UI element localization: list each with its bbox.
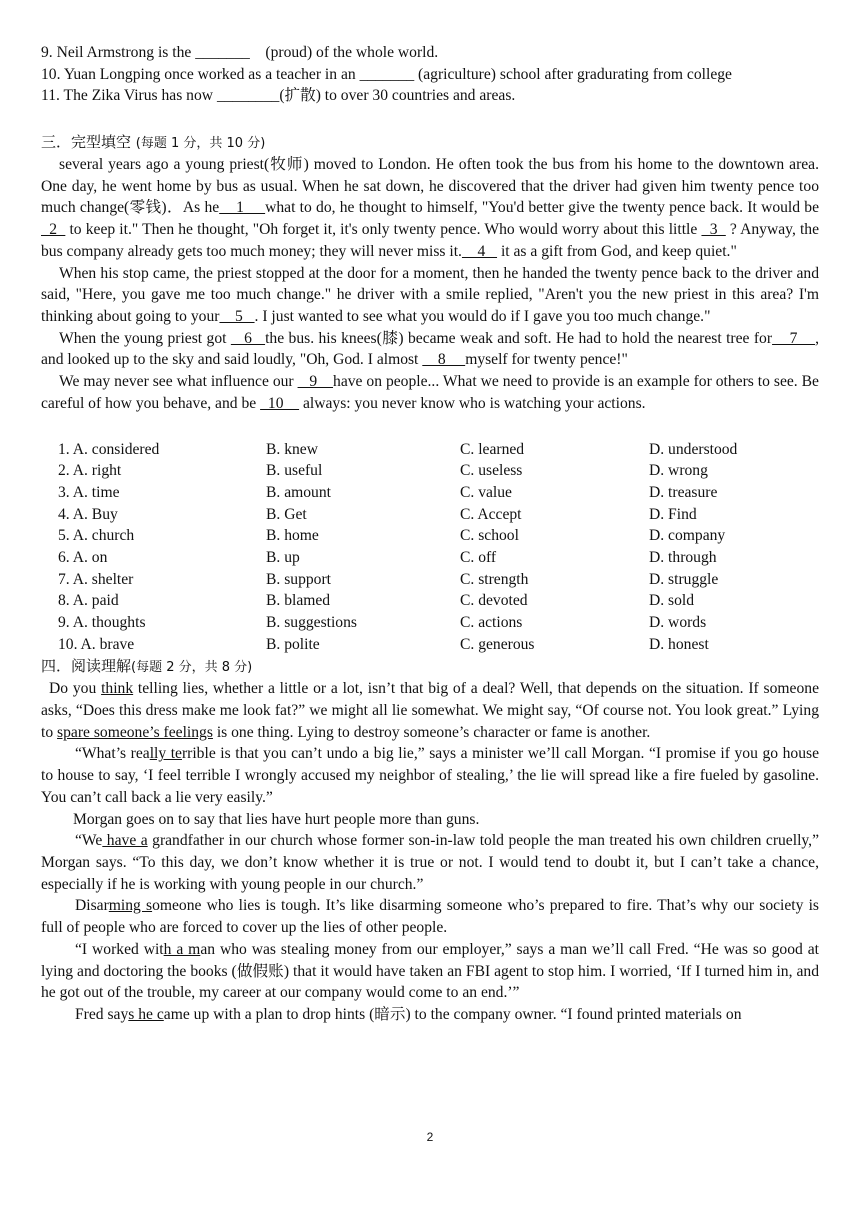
option-row (58, 569, 819, 591)
option-row (58, 525, 819, 547)
option[interactable]: 10. A. brave (58, 635, 135, 653)
option-row (58, 482, 819, 504)
underlined-blank[interactable]: 10 (260, 394, 300, 412)
option[interactable]: D. understood (649, 440, 738, 458)
cloze-score-note: (每题 1 分，共 10 分) (135, 136, 266, 152)
cloze-heading: 三．完型填空 (每题 1 分，共 10 分) (41, 133, 266, 152)
option[interactable]: D. honest (649, 635, 709, 653)
text-run: the bus. his knees(膝) became weak and soft. He had to hold the nearest tree for (265, 329, 773, 347)
option-row (58, 634, 819, 656)
underlined-blank[interactable]: 8 (422, 351, 466, 369)
option[interactable]: 8. A. paid (58, 592, 119, 610)
option[interactable]: 2. A. right (58, 462, 122, 480)
option[interactable]: C. off (460, 548, 497, 566)
text-run: an who was stealing money from our employer,” says a man we’ll call Fred. “He was so good at lying and doctoring the books (做假账) that it would have taken an FBI agent to stop him. I worried, ‘If I turned him in, and he got out of the trouble, my career at our company would come to an end.’” (41, 940, 819, 1002)
paragraph (41, 830, 819, 895)
underlined-blank[interactable]: ming s (108, 897, 153, 915)
fill-in-item: 9. Neil Armstrong is the _______ (proud) of the whole world. (41, 44, 439, 61)
option[interactable]: B. polite (266, 635, 320, 653)
underlined-blank[interactable]: 1 (219, 199, 266, 217)
text-run: have on people... What we need to provide is an example for others to see. Be careful of how you behave, and be (41, 373, 819, 412)
text-run: When the young priest got (59, 329, 231, 347)
option[interactable]: D. sold (649, 592, 695, 610)
paragraph (41, 895, 819, 938)
option-row (58, 612, 819, 634)
option[interactable]: D. through (649, 548, 717, 566)
text-run: myself for twenty pence!" (465, 351, 628, 369)
text-run: “What’s rea (75, 745, 150, 763)
fill-in-item: 11. The Zika Virus has now ________(扩散) to over 30 countries and areas. (41, 87, 516, 105)
underlined-blank[interactable]: s he c (128, 1005, 164, 1023)
option[interactable]: B. blamed (266, 592, 331, 610)
option[interactable]: B. support (266, 570, 331, 588)
option-row (58, 439, 819, 461)
underlined-blank[interactable]: 4 (461, 242, 498, 260)
underlined-blank[interactable]: 5 (219, 307, 255, 325)
option[interactable]: 3. A. time (58, 483, 120, 501)
option[interactable]: C. useless (460, 462, 523, 480)
option[interactable]: 6. A. on (58, 548, 108, 566)
option[interactable]: D. treasure (649, 483, 718, 501)
text-run: Do you (49, 680, 102, 698)
text-run: is one thing. Lying to destroy someone’s character or fame is another. (212, 723, 651, 741)
paragraph (41, 263, 819, 328)
option[interactable]: B. home (266, 527, 319, 545)
cloze-options (58, 439, 819, 656)
option[interactable]: 7. A. shelter (58, 570, 134, 588)
reading-passage (41, 678, 819, 1025)
underlined-blank[interactable]: have a (102, 832, 148, 850)
option-row (58, 547, 819, 569)
underlined-blank[interactable]: 2 (41, 221, 66, 239)
text-run: “We (75, 832, 103, 850)
underlined-blank[interactable]: 9 (297, 373, 334, 391)
underlined-blank[interactable]: think (101, 680, 134, 698)
text-run: . I just wanted to see what you would do if I gave you too much change." (254, 307, 711, 325)
paragraph (41, 809, 819, 831)
paragraph (41, 939, 819, 1004)
option[interactable]: C. Accept (460, 505, 522, 523)
option[interactable]: D. company (649, 527, 726, 545)
option[interactable]: B. suggestions (266, 614, 357, 631)
answer-blank[interactable]: _______ (359, 65, 415, 83)
underlined-blank[interactable]: 3 (701, 221, 726, 239)
text-run: Fred say (75, 1005, 129, 1023)
text-run: what to do, he thought to himself, "You'd better give the twenty pence back. It would be (265, 199, 820, 217)
option[interactable]: D. struggle (649, 570, 719, 588)
option[interactable]: C. actions (460, 614, 523, 631)
paragraph (41, 328, 819, 371)
cloze-passage (41, 154, 819, 414)
option[interactable]: C. generous (460, 635, 535, 653)
paragraph (41, 1004, 819, 1026)
option[interactable]: C. learned (460, 440, 525, 458)
text-run: Disar (75, 897, 109, 915)
underlined-blank[interactable]: 6 (230, 329, 266, 347)
answer-blank[interactable]: ________ (216, 87, 280, 105)
text-run: grandfather in our church whose former son-in-law told people the man treated his own children cruelly,” Morgan says. “To this day, we don’t know whether it is true or not. I would tend to doubt it, but I can’t take a chance, especially if he is working with young people in our church.” (41, 832, 819, 893)
text-run: We may never see what influence our (59, 373, 298, 391)
text-run: always: you never know who is watching your actions. (299, 394, 646, 412)
option[interactable]: B. Get (266, 505, 307, 523)
text-run: several years ago a young priest(牧师) moved to London. He often took the bus from his home to the downtown area. One day, he went home by bus as usual. When he sat down, he discovered that the driver had given him twenty pence too much change(零钱)．As he (41, 156, 819, 217)
option[interactable]: C. strength (460, 570, 529, 588)
option[interactable]: B. up (266, 548, 300, 566)
underlined-blank[interactable]: 7 (772, 329, 816, 347)
paragraph (41, 678, 819, 743)
option[interactable]: 5. A. church (58, 527, 135, 545)
option[interactable]: 9. A. thoughts (58, 614, 146, 631)
paragraph (41, 154, 819, 263)
underlined-blank[interactable]: h a m (163, 940, 201, 958)
fill-in-section (41, 42, 819, 107)
text-run: rrible is that you can’t undo a big lie,” says a minister we’ll call Morgan. “I promise if you go house to house to say, ‘I feel terrible I wrongly accused my neighbor of stealing,’ the lie will spread like a fire fueled by gasoline. You can’t call back a lie very easily.” (41, 745, 819, 806)
text-run: “I worked wit (75, 940, 164, 958)
text-run: telling lies, whether a little or a lot, isn’t that big of a deal? Well, that depends on the situation. If someone asks, “Does this dress make me look fat?” we might all lie somewhat. We might say, “Of course not. You look great.” Lying to (41, 680, 819, 741)
text-run: to keep it." Then he thought, "Oh forget it, it's only twenty pence. Who would worry about this little (65, 221, 702, 239)
text-run: ame up with a plan to drop hints (暗示) to the company owner. “I found printed materials on (163, 1005, 742, 1023)
option-row (58, 460, 819, 482)
option[interactable]: C. school (460, 527, 519, 545)
paragraph (41, 371, 819, 414)
reading-score-note: (每题 2 分，共 8 分) (131, 660, 253, 676)
option[interactable]: 4. A. Buy (58, 505, 118, 523)
paragraph (41, 743, 819, 808)
text-run: , and looked up to the sky and said loudly, "Oh, God. I almost (41, 329, 819, 369)
option[interactable]: D. wrong (649, 462, 708, 480)
exam-page (41, 42, 819, 1026)
option[interactable]: B. amount (266, 483, 331, 501)
option[interactable]: 1. A. considered (58, 440, 160, 458)
text-run: ? Anyway, the bus company already gets too much money; they will never miss it. (41, 221, 820, 260)
option[interactable]: B. useful (266, 462, 323, 480)
underlined-blank[interactable]: spare someone’s feelings (57, 723, 213, 741)
reading-heading: 四．阅读理解(每题 2 分，共 8 分) (41, 657, 253, 676)
option[interactable]: C. devoted (460, 592, 528, 610)
underlined-blank[interactable]: lly te (149, 745, 182, 763)
page-number: 2 (426, 1130, 434, 1144)
fill-in-item: 10. Yuan Longping once worked as a teacher in an _______ (agriculture) school after gradurating from college (41, 65, 732, 83)
text-run: omeone who lies is tough. It’s like disarming someone who’s prepared to fire. That’s why our society is full of people who are forced to cover up the lies of other people. (41, 897, 819, 937)
option[interactable]: D. words (649, 614, 707, 631)
answer-blank[interactable]: _______ (195, 44, 250, 61)
option-row (58, 504, 819, 526)
option[interactable]: C. value (460, 483, 512, 501)
text-run: Morgan goes on to say that lies have hurt people more than guns. (73, 810, 480, 828)
option[interactable]: D. Find (649, 505, 697, 523)
option-row (58, 590, 819, 612)
option[interactable]: B. knew (266, 440, 318, 458)
text-run: it as a gift from God, and keep quiet." (497, 242, 737, 260)
text-run: When his stop came, the priest stopped at the door for a moment, then he handed the twenty pence back to the driver and said, "Here, you gave me too much change." he driver with a smile replied, "Aren't you the new priest in this area? I'm thinking about going to your (41, 264, 819, 325)
